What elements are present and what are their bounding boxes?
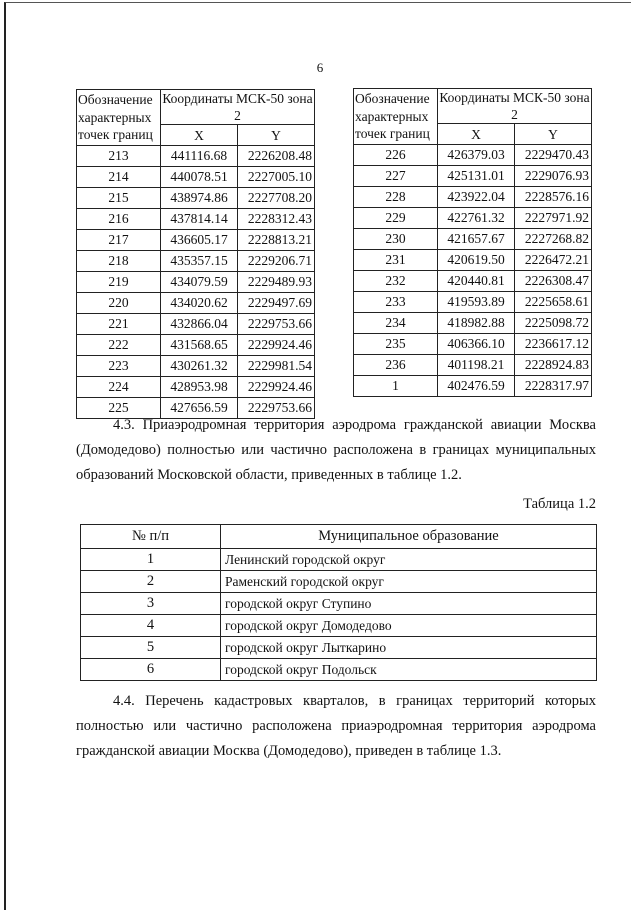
table-row (354, 145, 592, 166)
point-number-cell: 234 (354, 313, 438, 334)
point-number-cell: 228 (354, 187, 438, 208)
y-coordinate-cell: 2228576.16 (515, 187, 592, 208)
paragraph-line: 4.3. Приаэродромная территория аэродрома гражданской авиации Москва (113, 417, 596, 433)
point-number-cell: 232 (354, 271, 438, 292)
y-coordinate-cell: 2227971.92 (515, 208, 592, 229)
point-number-cell: 218 (77, 251, 161, 272)
table-row (81, 637, 597, 659)
x-coordinate-cell: 422761.32 (438, 208, 515, 229)
column-header-municipality: Муниципальное образование (221, 525, 597, 549)
table-row (354, 229, 592, 250)
y-coordinate-cell: 2228924.83 (515, 355, 592, 376)
column-header-number: № п/п (81, 525, 221, 549)
column-header-coordinates: Координаты МСК-50 зона 2 (439, 90, 590, 122)
y-coordinate-cell: 2229076.93 (515, 166, 592, 187)
column-header-point-label: Обозначение характерных точек границ (354, 89, 438, 145)
y-coordinate-cell: 2228813.21 (238, 230, 315, 251)
coordinates-table-left (76, 89, 315, 419)
point-number-cell: 235 (354, 334, 438, 355)
row-number-cell: 1 (81, 549, 221, 571)
table-row (354, 166, 592, 187)
point-number-cell: 224 (77, 377, 161, 398)
table-row (77, 314, 315, 335)
column-header-x: X (161, 125, 238, 146)
table-row (81, 571, 597, 593)
column-header-x: X (438, 124, 515, 145)
table-row (354, 250, 592, 271)
table-row (77, 272, 315, 293)
municipality-name-cell: городской округ Лыткарино (221, 637, 597, 659)
x-coordinate-cell: 436605.17 (161, 230, 238, 251)
page-number: 6 (316, 60, 324, 75)
municipalities-table (80, 524, 597, 681)
table-row (77, 230, 315, 251)
table-row (77, 335, 315, 356)
paragraph-line: (Домодедово) полностью или частично расположена в границах муниципальных (76, 442, 596, 458)
row-number-cell: 4 (81, 615, 221, 637)
point-number-cell: 233 (354, 292, 438, 313)
y-coordinate-cell: 2229981.54 (238, 356, 315, 377)
table-row (77, 209, 315, 230)
table-row (81, 615, 597, 637)
table-row (77, 293, 315, 314)
y-coordinate-cell: 2229470.43 (515, 145, 592, 166)
x-coordinate-cell: 420619.50 (438, 250, 515, 271)
column-header-y: Y (515, 124, 592, 145)
table-row (81, 549, 597, 571)
municipality-name-cell: городской округ Подольск (221, 659, 597, 681)
point-number-cell: 231 (354, 250, 438, 271)
x-coordinate-cell: 437814.14 (161, 209, 238, 230)
table-row (77, 167, 315, 188)
municipality-name-cell: городской округ Ступино (221, 593, 597, 615)
table-row (77, 146, 315, 167)
point-number-cell: 229 (354, 208, 438, 229)
point-number-cell: 223 (77, 356, 161, 377)
x-coordinate-cell: 419593.89 (438, 292, 515, 313)
paragraph-line: гражданской авиации Москва (Домодедово), приведен в таблице 1.3. (76, 743, 502, 759)
paragraph-4-3 (76, 413, 596, 488)
point-number-cell: 221 (77, 314, 161, 335)
paragraph-line: 4.4. Перечень кадастровых кварталов, в границах территорий которых (113, 693, 596, 709)
y-coordinate-cell: 2226308.47 (515, 271, 592, 292)
x-coordinate-cell: 428953.98 (161, 377, 238, 398)
x-coordinate-cell: 423922.04 (438, 187, 515, 208)
municipality-name-cell: городской округ Домодедово (221, 615, 597, 637)
table-row (354, 334, 592, 355)
x-coordinate-cell: 402476.59 (438, 376, 515, 397)
point-number-cell: 216 (77, 209, 161, 230)
column-header-point-label: Обозначение характерных точек границ (77, 90, 161, 146)
table-row (354, 355, 592, 376)
x-coordinate-cell: 401198.21 (438, 355, 515, 376)
point-number-cell: 225 (77, 398, 161, 419)
x-coordinate-cell: 438974.86 (161, 188, 238, 209)
point-number-cell: 1 (354, 376, 438, 397)
x-coordinate-cell: 441116.68 (161, 146, 238, 167)
x-coordinate-cell: 421657.67 (438, 229, 515, 250)
coordinates-table-right (353, 88, 592, 397)
table-row (77, 356, 315, 377)
table-row (354, 271, 592, 292)
y-coordinate-cell: 2226208.48 (238, 146, 315, 167)
point-number-cell: 236 (354, 355, 438, 376)
table-row (354, 376, 592, 397)
y-coordinate-cell: 2227268.82 (515, 229, 592, 250)
row-number-cell: 2 (81, 571, 221, 593)
y-coordinate-cell: 2226472.21 (515, 250, 592, 271)
table-row (354, 292, 592, 313)
y-coordinate-cell: 2229753.66 (238, 398, 315, 419)
table-row (354, 313, 592, 334)
column-header-y: Y (238, 125, 315, 146)
x-coordinate-cell: 427656.59 (161, 398, 238, 419)
table-row (77, 188, 315, 209)
point-number-cell: 227 (354, 166, 438, 187)
point-number-cell: 222 (77, 335, 161, 356)
y-coordinate-cell: 2225658.61 (515, 292, 592, 313)
y-coordinate-cell: 2229924.46 (238, 335, 315, 356)
table-row (77, 251, 315, 272)
paragraph-line: образований Московской области, приведенных в таблице 1.2. (76, 467, 462, 483)
x-coordinate-cell: 432866.04 (161, 314, 238, 335)
row-number-cell: 5 (81, 637, 221, 659)
y-coordinate-cell: 2229206.71 (238, 251, 315, 272)
table-row (77, 377, 315, 398)
point-number-cell: 226 (354, 145, 438, 166)
table-row (81, 593, 597, 615)
x-coordinate-cell: 434020.62 (161, 293, 238, 314)
row-number-cell: 3 (81, 593, 221, 615)
y-coordinate-cell: 2229924.46 (238, 377, 315, 398)
y-coordinate-cell: 2227708.20 (238, 188, 315, 209)
y-coordinate-cell: 2228312.43 (238, 209, 315, 230)
x-coordinate-cell: 426379.03 (438, 145, 515, 166)
point-number-cell: 213 (77, 146, 161, 167)
table-row (354, 208, 592, 229)
y-coordinate-cell: 2225098.72 (515, 313, 592, 334)
paragraph-4-4 (76, 689, 596, 764)
x-coordinate-cell: 440078.51 (161, 167, 238, 188)
table-row (354, 187, 592, 208)
x-coordinate-cell: 406366.10 (438, 334, 515, 355)
paragraph-line: полностью или частично расположена приаэродромная территория аэродрома (76, 718, 596, 734)
x-coordinate-cell: 435357.15 (161, 251, 238, 272)
y-coordinate-cell: 2236617.12 (515, 334, 592, 355)
row-number-cell: 6 (81, 659, 221, 681)
x-coordinate-cell: 430261.32 (161, 356, 238, 377)
point-number-cell: 220 (77, 293, 161, 314)
municipality-name-cell: Ленинский городской округ (221, 549, 597, 571)
point-number-cell: 219 (77, 272, 161, 293)
y-coordinate-cell: 2229753.66 (238, 314, 315, 335)
x-coordinate-cell: 431568.65 (161, 335, 238, 356)
x-coordinate-cell: 418982.88 (438, 313, 515, 334)
y-coordinate-cell: 2227005.10 (238, 167, 315, 188)
table-1-2-caption: Таблица 1.2 (523, 496, 596, 512)
x-coordinate-cell: 420440.81 (438, 271, 515, 292)
column-header-coordinates: Координаты МСК-50 зона 2 (162, 91, 313, 123)
x-coordinate-cell: 434079.59 (161, 272, 238, 293)
x-coordinate-cell: 425131.01 (438, 166, 515, 187)
municipality-name-cell: Раменский городской округ (221, 571, 597, 593)
point-number-cell: 217 (77, 230, 161, 251)
table-row (81, 659, 597, 681)
point-number-cell: 230 (354, 229, 438, 250)
y-coordinate-cell: 2229489.93 (238, 272, 315, 293)
point-number-cell: 214 (77, 167, 161, 188)
point-number-cell: 215 (77, 188, 161, 209)
y-coordinate-cell: 2229497.69 (238, 293, 315, 314)
y-coordinate-cell: 2228317.97 (515, 376, 592, 397)
